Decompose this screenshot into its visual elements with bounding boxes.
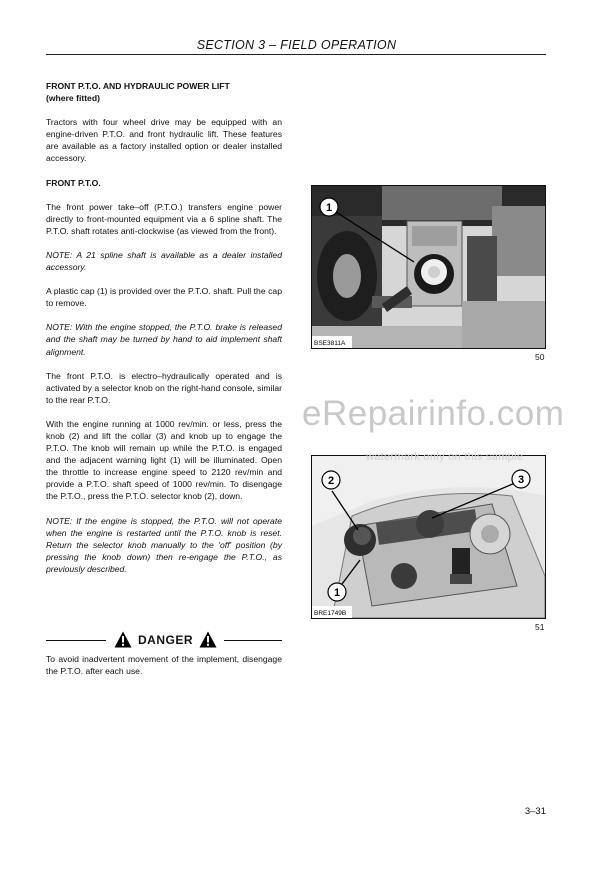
warning-triangle-icon [199,631,217,648]
figure-51-code: BRE1749B [314,610,347,617]
note-3: NOTE: If the engine is stopped, the P.T.O. will not operate when the engine is restarted until the P.T.O. knob is reset. Return the selector knob manually to the 'off' position (by pressing the knob down) then re-engage the P.T.O., as previously described. [46,515,282,574]
header-rule [46,54,546,55]
paragraph-2: A plastic cap (1) is provided over the P.T.O. shaft. Pull the cap to remove. [46,286,282,309]
danger-label: DANGER [138,633,194,647]
intro-paragraph: Tractors with four wheel drive may be equipped with an engine-driven P.T.O. and front hydraulic lift. These features are available as a factory installed option or dealer installed accessory. [46,117,282,164]
warning-triangle-icon [114,631,132,648]
paragraph-4: With the engine running at 1000 rev/min. or less, press the knob (2) and lift the collar (3) and knob up to engage the P.T.O. The knob will remain up while the P.T.O. is engaged and the adjacent warning light (1) will be illuminated. Open the throttle to increase engine speed to 2120 rev/min and provide a P.T.O. shaft speed of 1000 rev/min. To disengage the P.T.O., press the P.T.O. selector knob (2), down. [46,418,282,502]
figure-50-code: BSE3811A [314,340,346,347]
figure-51-number: 51 [535,622,545,632]
figure-50-photo [311,185,546,349]
paragraph-3: The front P.T.O. is electro–hydraulically operated and is activated by a selector knob on the right-hand console, similar to the rear P.T.O. [46,370,282,405]
note-1: NOTE: A 21 spline shaft is available as a dealer installed accessory. [46,249,282,273]
section-header: SECTION 3 – FIELD OPERATION [196,38,397,52]
watermark-sub: watermark only on this sample [366,451,524,463]
note-2: NOTE: With the engine stopped, the P.T.O. brake is released and the shaft may be turned by hand to aid implement shaft alignment. [46,322,282,357]
figure-51-callout-2: 2 [327,475,335,487]
heading-main: FRONT P.T.O. AND HYDRAULIC POWER LIFT [46,81,230,91]
figure-51-callout-3: 3 [517,474,525,486]
paragraph-1: The front power take–off (P.T.O.) transfers engine power directly to front-mounted equipment via a 6 spline shaft. The P.T.O. shaft rotates anti-clockwise (as viewed from the front). [46,201,282,236]
danger-box [46,631,282,677]
figure-51-photo [311,455,546,619]
heading-sub: (where fitted) [46,93,100,104]
danger-rule-left [46,640,106,641]
danger-text: To avoid inadvertent movement of the implement, disengage the P.T.O. after each use. [46,654,282,677]
figure-50-number: 50 [535,352,545,362]
figure-50-callout-1: 1 [325,202,333,214]
page-number: 3–31 [524,806,546,817]
heading-front-pto: FRONT P.T.O. [46,177,101,188]
figure-51-callout-1: 1 [333,587,341,599]
text-column [46,80,282,575]
danger-rule-right [224,640,282,641]
watermark-main: eRepairinfo.com [302,394,565,433]
